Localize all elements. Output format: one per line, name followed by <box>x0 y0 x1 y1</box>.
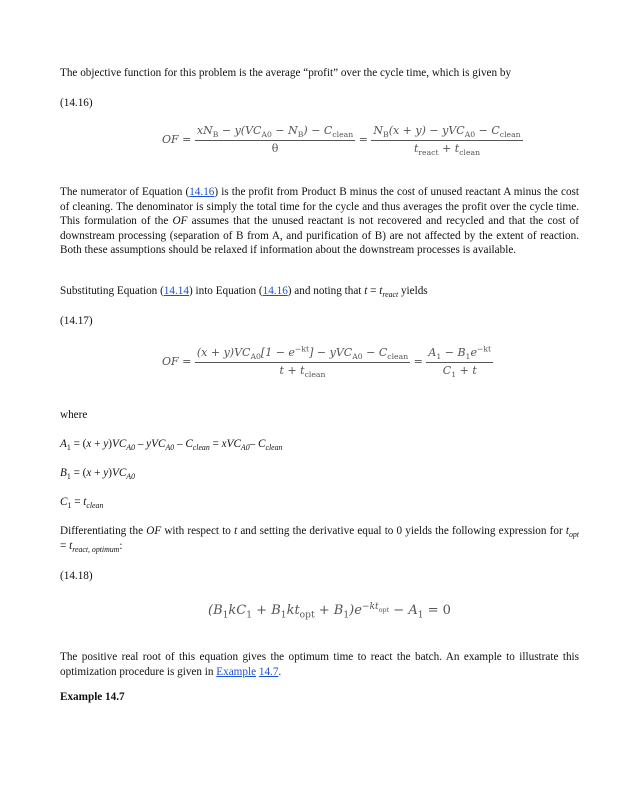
link-example[interactable]: Example <box>216 665 257 678</box>
eq-lhs: OF = <box>162 355 192 368</box>
paragraph-numerator-explanation: The numerator of Equation (14.16) is the profit from Product B minus the cost of unused reactant A minus the cost of cleaning. The denominator is simply the total time for the cycle and thus averages the profit over the cycle time. This formulation of the OF assumes that the unused reactant is not recovered and recycled and that the cost of downstream processing (separation of B from A, and purification of B) are not affected by the extent of reaction. Both these assumptions should be relaxed if information about the downstream processes is available. <box>60 186 579 256</box>
equation-14-17 <box>162 346 493 378</box>
eq-fraction-1-denominator: θ <box>271 141 279 155</box>
definition-C1: $C_1 = t_{clean}$ <box>60 496 104 511</box>
equation-14-18: $(B_1kC_1 + B_1kt_{opt} + B_1)e^{-kt_{opt}} - A_1 = 0$ <box>208 601 451 621</box>
eq-fraction-1-denominator: $t + t_{clean}$ <box>279 363 326 379</box>
eq-fraction-2-numerator: $A_1 - B_1e^{-kt}$ <box>428 344 492 362</box>
paragraph-substituting: Substituting Equation (14.14) into Equation (14.16) and noting that $t = t_{react}$ yields <box>60 285 428 300</box>
link-equation-14-16[interactable]: 14.16 <box>189 186 215 198</box>
eq-fraction-2-denominator: $C_1 + t$ <box>442 363 477 379</box>
equation-number-14-16: (14.16) <box>60 97 93 109</box>
equation-14-16 <box>162 124 523 156</box>
eq-equals: = <box>413 355 423 368</box>
eq-fraction-1 <box>195 346 410 378</box>
equation-number-14-17: (14.17) <box>60 315 93 327</box>
eq-fraction-1-numerator: $(x + y)VC_{A0}[1 - e^{-kt}] - yVC_{A0} - C_{clean}$ <box>196 344 409 362</box>
paragraph-objective-intro: The objective function for this problem is the average “profit” over the cycle time, which is given by <box>60 67 512 79</box>
eq-equals: = <box>358 133 368 146</box>
definition-A1: $A_1 = (x + y)VC_{A0} - yVC_{A0} - C_{clean} = xVC_{A0}-$ $C_{clean}$ <box>60 438 283 453</box>
paragraph-differentiating: Differentiating the OF with respect to t and setting the derivative equal to 0 yields the following expression for $t_{opt} = t_{react, optimum}$: <box>60 525 579 554</box>
paragraph-where: where <box>60 409 88 421</box>
eq-fraction-2-denominator: $t_{react} + t_{clean}$ <box>413 141 481 157</box>
eq-fraction-1-numerator: $xN_B - y(VC_{A0} - N_B) - C_{clean}$ <box>196 124 354 140</box>
paragraph-positive-root: The positive real root of this equation gives the optimum time to react the batch. An example to illustrate this optimization procedure is given in Example 14.7. <box>60 651 579 678</box>
eq-fraction-1 <box>195 124 355 156</box>
definition-B1: $B_1 = (x + y)VC_{A0}$ <box>60 467 135 482</box>
equation-number-14-18: (14.18) <box>60 570 93 582</box>
heading-example-14-7: Example 14.7 <box>60 691 125 703</box>
link-equation-14-16-b[interactable]: 14.16 <box>262 285 288 297</box>
link-equation-14-14[interactable]: 14.14 <box>163 285 189 297</box>
eq-lhs: OF = <box>162 133 192 146</box>
eq-fraction-2-numerator: $N_B(x + y) - yVC_{A0} - C_{clean}$ <box>373 124 521 140</box>
link-example-14-7[interactable]: 14.7 <box>258 665 279 678</box>
eq-fraction-2 <box>426 346 493 378</box>
eq-fraction-2 <box>371 124 522 156</box>
